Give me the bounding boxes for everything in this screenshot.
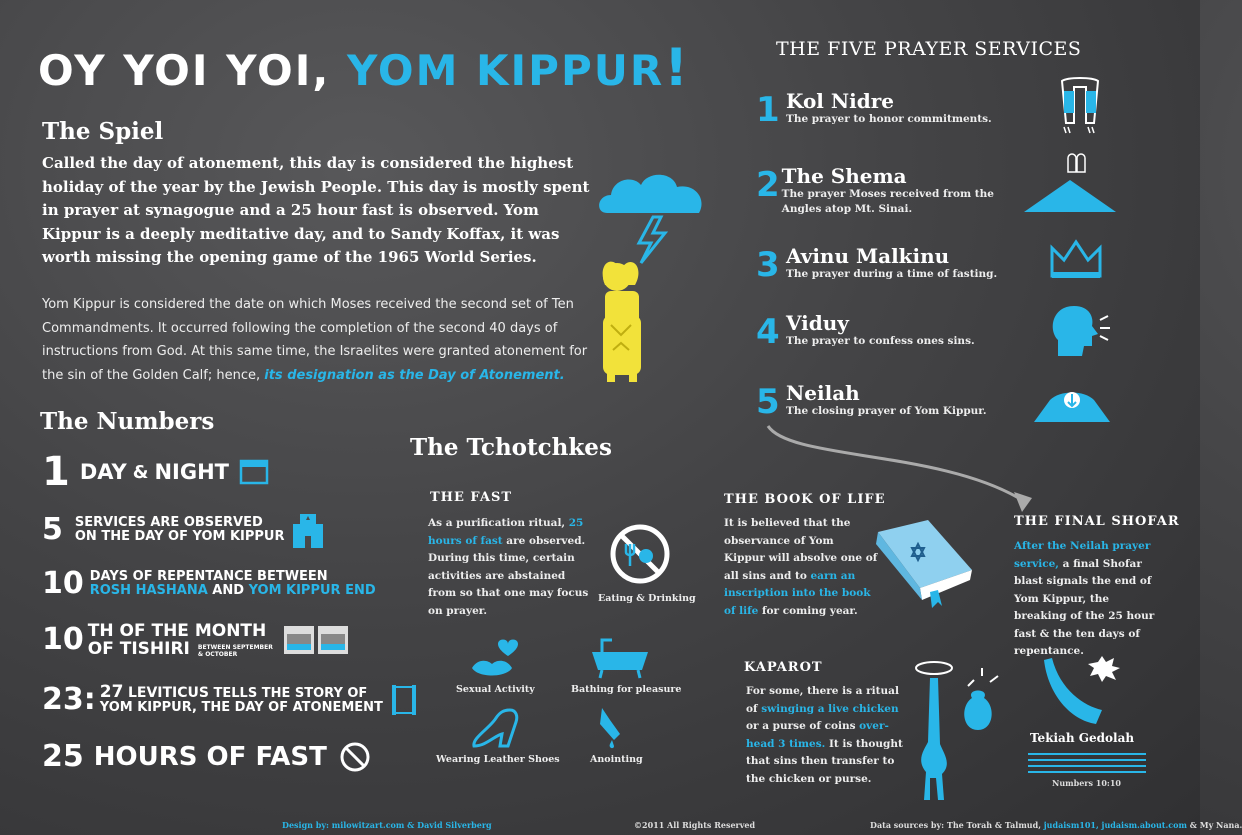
- number-row-leviticus: 23: 27 LEVITICUS TELLS THE STORY OF YOM KIPPUR, THE DAY OF ATONEMENT: [42, 678, 419, 722]
- services-heading: THE FIVE PRAYER SERVICES: [776, 38, 1082, 60]
- number-row-tishiri: 10 TH OF THE MONTH OF TISHIRI BETWEEN SEPTEMBER & OCTOBER: [42, 618, 349, 662]
- kaparot-title: KAPAROT: [744, 660, 823, 675]
- book-of-life-text: It is believed that the observance of Yom Kippur will absolve one of all sins and to earn an inscription into the book of life for coming year.: [724, 517, 878, 617]
- label-eating-drinking: Eating & Drinking: [598, 593, 696, 604]
- service-item: 3 Avinu Malkinu The prayer during a time of fasting.: [756, 244, 998, 285]
- final-shofar-title: THE FINAL SHOFAR: [1014, 514, 1180, 529]
- cloud-lightning-calf-illustration: [595, 165, 715, 395]
- label-anointing: Anointing: [590, 754, 643, 765]
- service-item: 5 Neilah The closing prayer of Yom Kippur.: [756, 381, 987, 422]
- synagogue-icon: [291, 510, 325, 550]
- tchotchkes-heading: The Tchotchkes: [410, 434, 612, 461]
- page-title: OY YOI YOI, YOM KIPPUR!: [38, 38, 690, 98]
- service-item: 2 The Shema The prayer Moses received from the Angles atop Mt. Sinai.: [756, 164, 994, 215]
- calendar-icon: [239, 459, 269, 485]
- spiel-bold-text: Called the day of atonement, this day is considered the highest holiday of the year by the Jewish People. This day is mostly spent in prayer at synagogue and a 25 hour fast is observed. Yom Kippur is a deeply meditative day, and to Sandy Koffax, it was worth missing the opening game of the 1965 World Series.: [42, 154, 590, 266]
- lightning-icon: [639, 217, 665, 263]
- numbers-heading: The Numbers: [40, 408, 215, 435]
- number-row-day-night: 1 DAY & NIGHT: [42, 450, 269, 494]
- chicken-and-purse-icon: [908, 654, 1008, 804]
- footer-design-credit: Design by: milowitzart.com & David Silverberg: [282, 820, 492, 830]
- spiel-regular-text: Yom Kippur is considered the date on which Moses received the second set of Ten Commandments. It occurred following the completion of the second 40 days of instructions from God. At this same time, the Israelites were granted atonement for the sin of the Golden Calf; hence, its designation as the Day of Atonement.: [42, 297, 588, 383]
- fast-title: THE FAST: [430, 490, 513, 505]
- fast-text: As a purification ritual, 25 hours of fast are observed. During this time, certain activities are abstained from so that one may focus on prayer.: [428, 517, 589, 617]
- number-row-repentance: 10 DAYS OF REPENTANCE BETWEEN ROSH HASHANA AND YOM KIPPUR END: [42, 566, 376, 601]
- footer-sources: Data sources by: The Torah & Talmud, judaism101, judaism.about.com & My Nana.: [870, 820, 1242, 830]
- book-of-life-title: THE BOOK OF LIFE: [724, 492, 886, 507]
- number-row-fast: 25 HOURS OF FAST: [42, 735, 371, 779]
- number-row-services: 5 SERVICES ARE OBSERVED ON THE DAY OF YOM KIPPUR: [42, 508, 325, 552]
- mount-sinai-tablets-icon: [1022, 152, 1118, 218]
- service-item: 4 Viduy The prayer to confess ones sins.: [756, 311, 975, 352]
- crown-icon: [1046, 236, 1106, 284]
- cloud-icon: [599, 175, 701, 213]
- shofar-label: Tekiah Gedolah: [1030, 731, 1135, 745]
- shofar-icon: [1040, 654, 1120, 734]
- bathtub-icon: [588, 634, 652, 680]
- final-shofar-text: After the Neilah prayer service, a final Shofar blast signals the end of Yom Kippur, the breaking of the 25 hour fast & the ten days of repentance.: [1014, 540, 1155, 657]
- golden-calf-icon: [603, 262, 641, 382]
- label-leather-shoes: Wearing Leather Shoes: [436, 754, 560, 765]
- label-sexual-activity: Sexual Activity: [456, 684, 535, 695]
- lips-heart-icon: [468, 636, 522, 680]
- book-of-life-icon: [872, 518, 976, 608]
- speaking-head-icon: [1046, 300, 1112, 360]
- design-link[interactable]: milowitzart.com: [331, 820, 405, 830]
- kaparot-text: For some, there is a ritual of swinging a live chicken or a purse of coins over-head 3 times. It is thought that sins then transfer to the chicken or purse.: [746, 685, 903, 785]
- shofar-reference: Numbers 10:10: [1052, 778, 1121, 788]
- calendar-pages-icon: [283, 624, 349, 656]
- footer-copyright: ©2011 All Rights Reserved: [634, 820, 756, 830]
- sound-lines-icon: [1028, 750, 1146, 774]
- sources-links[interactable]: judaism101, judaism.about.com: [1043, 820, 1187, 830]
- label-bathing: Bathing for pleasure: [571, 684, 682, 695]
- prayer-shawl-icon: [1050, 75, 1110, 135]
- scroll-icon: [389, 683, 419, 717]
- no-symbol-icon: [339, 741, 371, 773]
- service-item: 1 Kol Nidre The prayer to honor commitments.: [756, 89, 992, 130]
- closing-gate-icon: [1030, 378, 1114, 426]
- high-heel-shoe-icon: [470, 706, 524, 752]
- no-eating-icon: [608, 522, 672, 586]
- oil-bottle-icon: [596, 704, 626, 752]
- spiel-heading: The Spiel: [42, 118, 164, 145]
